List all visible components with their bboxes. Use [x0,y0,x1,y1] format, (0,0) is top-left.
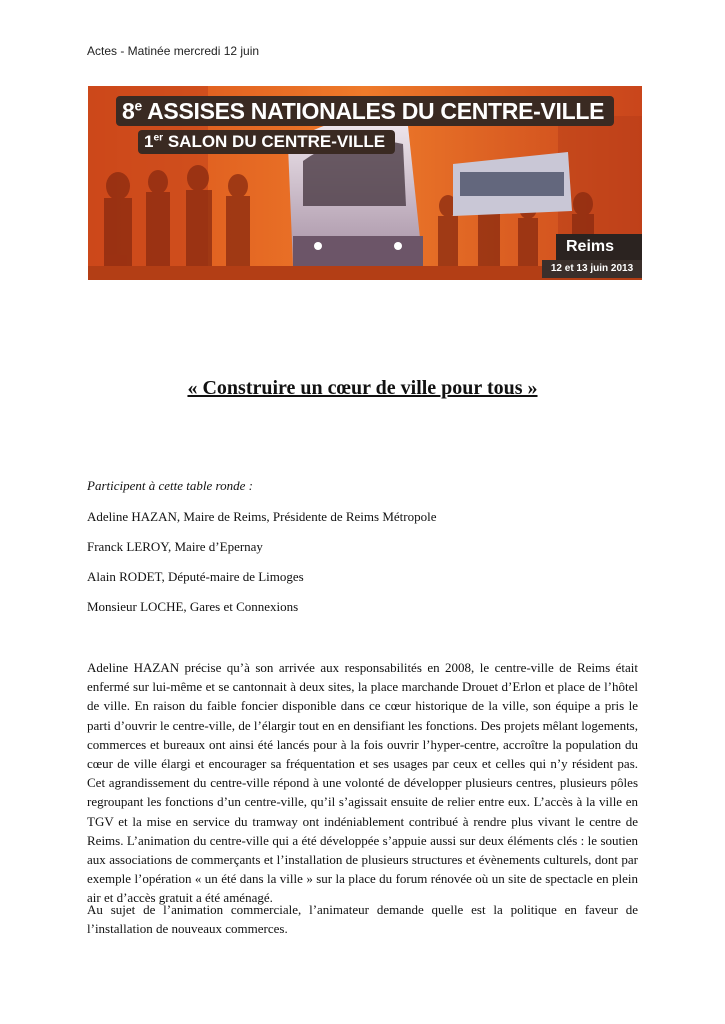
event-banner [88,86,642,280]
banner-title: 8e ASSISES NATIONALES DU CENTRE-VILLE [116,96,614,126]
participant-item: Franck LEROY, Maire d’Epernay [87,539,263,554]
banner-dates: 12 et 13 juin 2013 [542,260,642,278]
participant-item: Monsieur LOCHE, Gares et Connexions [87,599,299,614]
participant-item: Adeline HAZAN, Maire de Reims, Présidente de Reims Métropole [87,509,437,524]
running-header: Actes - Matinée mercredi 12 juin [87,44,260,58]
banner-city: Reims [556,234,642,260]
participants-intro: Participent à cette table ronde : [87,478,253,493]
banner-subtitle: 1er SALON DU CENTRE-VILLE [138,130,395,154]
participant-item: Alain RODET, Député-maire de Limoges [87,569,304,584]
page-title: « Construire un cœur de ville pour tous » [187,377,538,399]
body-paragraph: Au sujet de l’animation commerciale, l’animateur demande quelle est la politique en faveur de l’installation de nouveaux commerces. [87,902,638,937]
body-paragraph: Adeline HAZAN précise qu’à son arrivée aux responsabilités en 2008, le centre-ville de Reims était enfermé sur lui-même et se cantonnait à deux sites, la place marchande Drouet d’Erlon et place de l’hôtel de ville. En raison du faible foncier disponible dans ce cœur historique de la ville, son équipe a pris le parti d’ouvrir le centre-ville, de l’élargir tout en en densifiant les fonctions. Des projets mêlant logements, commerces et bureaux ont ainsi été lancés pour à la fois ouvrir l’hyper-centre, accroître la population du cœur de ville élargi et encourager sa fréquentation et ses usages par ceux et celles qui n’y résident pas. Cet agrandissement du centre-ville répond à une volonté de développer plusieurs centres, plusieurs pôles regroupant les fonctions d’un centre-ville, qu’il s’agissait ensuite de relier entre eux. L’accès à la ville en TGV et la mise en service du tramway ont indéniablement contribué à rendre plus vivant le centre de Reims. L’animation du centre-ville qui a été développée s’appuie aussi sur deux éléments clés : le soutien aux associations de commerçants et l’installation de plusieurs structures et évènements culturels, dont par exemple l’opération « un été dans la ville » sur la place du forum rénovée où un site de spectacle en plein air et d’accès gratuit a été aménagé. [87,660,638,906]
